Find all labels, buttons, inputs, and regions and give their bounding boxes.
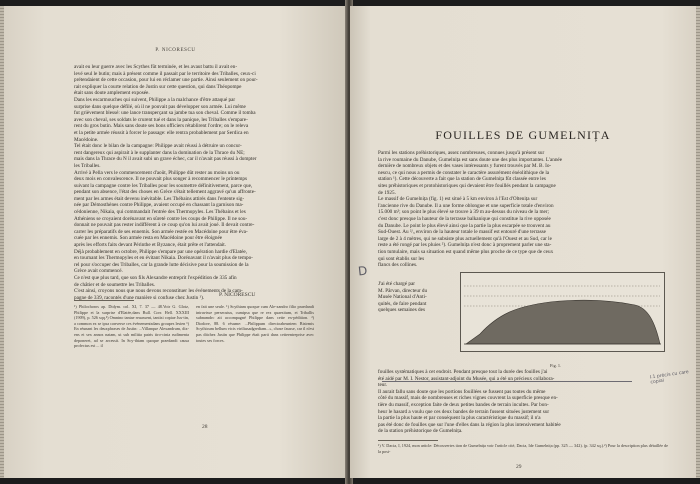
footnote-line: ipsa que re rex quaesitum, et Triballis sub	[196, 309, 314, 321]
handwritten-margin-mark: D	[357, 263, 368, 279]
text-line: Musée National d'Anti-	[378, 294, 427, 301]
footnote-line: thiam quoque praedandi causa profectus est ... il	[74, 337, 190, 349]
text-line: de 1925.	[378, 189, 396, 196]
page-number-right: 29	[516, 464, 522, 470]
figure-caption: Fig. 1.	[550, 363, 562, 368]
page-number-left: 28	[202, 424, 208, 430]
right-body-text	[378, 150, 668, 269]
text-line: dernière de nombreux objets et des vases intéressants y furent trouvés par M. B. Io-	[378, 163, 552, 170]
text-line: l'ancienne rive du Danube. Il a une forme oblongue et une superficie totale d'environ	[378, 202, 554, 209]
footnote-line: phrases de Justin: ...Villanque Alexandrum, dix-	[107, 326, 190, 332]
text-line: 15.000 m²; son point le plus élevé se trouve à 39 m au-dessus du niveau de la mer;	[378, 209, 549, 216]
footnote-line: chez Justin que Philippe était parti dans cette	[207, 331, 289, 337]
text-line: M. Pârvan, directeur du	[378, 287, 428, 294]
text-line: la partie la plus haute et par conséquent la plus caractéristique du massif; il n'a	[378, 415, 541, 422]
text-line: pagne de 339, racontés d'une manière si confuse chez Justin ¹).	[74, 294, 205, 301]
text-line: pendant son absence, l'état des choses en Grèce s'était tellement aggravé qu'un affronte-	[74, 189, 256, 196]
footnote-line: tin, a common ex se ipsa converse ces évènements	[74, 315, 189, 326]
footnote-line: en fait une seule. ¹) Scythiam quoque cum Ale-	[196, 304, 277, 309]
terrain-profile-figure	[460, 272, 665, 352]
text-line: suivant la campagne contre les Triballes pour les soumettre définitivement, parce que,	[74, 182, 253, 189]
text-line: donnait ne pouvait pas rester indifférent à ce coup qu'on lui avait joué. Il devait contre-	[74, 222, 255, 229]
handwritten-margin-note: I.1 précis cu care copiai	[649, 370, 690, 386]
text-line: mais dans la Thrace du N il avait subi un grave échec, car il n'avait pas réussi à dompter	[74, 156, 257, 163]
text-line: du Danube. Le point le plus élevé ainsi que la partie la plus escarpée se trouvent au	[378, 222, 551, 229]
text-line: Déjà probablement en octobre, Philippe s'empare par une opération hardie d'Elatée,	[74, 248, 247, 255]
text-line: cuée par les ennemis. Son armée resta en Macédoine pour être éloignée	[74, 235, 223, 242]
right-body-text-continued	[378, 369, 668, 435]
text-line: sites préhistoriques et protohistoriques qui devaient être fouillés pendant la campagne	[378, 182, 556, 189]
text-line: et la petite armée réussit à forcer le passage: elle rentra probablement par Serdica en	[74, 129, 249, 136]
pencil-underline	[382, 381, 632, 382]
text-line: large de 2 à 4 mètres, qui ne subsiste plus actuellement qu'à l'Ouest et au Sud, car le	[378, 235, 552, 242]
text-line: surprise dans quelque défilé, où il ne pouvait pas développer son armée. Lui même	[74, 103, 246, 110]
footnotes-right-column	[196, 304, 314, 343]
left-page	[4, 6, 347, 478]
text-line: de la station préhistorique de Gumelnița.	[378, 428, 463, 435]
footnote-line: xandro filio praedandi intravisse persecutus, cum	[196, 304, 314, 315]
text-line: prétendaient de cette occasion, pour lui en réclamer une partie. Ainsi seulement on pour-	[74, 77, 258, 84]
text-line: rent du gros butin. Mais sans doute ses bons officiers rétablirent l'ordre; on le releva	[74, 123, 249, 130]
text-line: Grèce avait commencé.	[74, 268, 123, 275]
text-line: J'ai été chargé par	[378, 281, 415, 287]
text-line: de châtier et de soumettre les Triballes.	[74, 281, 156, 288]
footnote-rule-right	[378, 440, 438, 441]
text-line: Le massif de Gumelnița (fig. 1) est situé à 5 km environ à l'Est d'Oltenița sur	[378, 196, 538, 203]
text-line: née par Démosthènes contre Philippe, avaient occupé en chassant la garnison ma-	[74, 202, 244, 209]
footnote-running-head: P. NICORESCU	[219, 292, 256, 298]
footnote-line: cinia rudimenta deponeret, ad se arcessit. In Scy-	[74, 331, 189, 343]
footnote-line: ²) Omnino tantae reuassent, tantisi copiae Jus-	[105, 315, 184, 321]
footnote-line: de Gumelnița (pp. 325 — 342). (p. 342 sq.).	[529, 443, 605, 448]
text-line: quités, de faire pendant	[378, 300, 427, 307]
footnote-line: entreprise avec toutes ses forces.	[196, 331, 314, 343]
text-line: carrer les préparatifs de ses ennemis. Son armée restée en Macédoine pour être éva-	[74, 228, 248, 235]
text-line: heur le hasard a voulu que ces deux bandes de terrain fussent situées justement sur	[378, 408, 550, 415]
text-line: reste a été rongé par les pluies ²). Gumelnița n'est donc à proprement parler une sta-	[378, 242, 552, 249]
text-line: Macédoine.	[74, 136, 99, 143]
text-line: Tel était donc le bilan de la campagne: Philippe avait réussi à détruire un concur-	[74, 143, 242, 150]
footnotes-right-page	[378, 443, 668, 454]
text-line: pas été donc de fouilles que sur l'une d'elles dans la région la plus intensivement habitée	[378, 421, 561, 428]
text-line: tion tumulaire, mais sa situation est quand même plus proche de ce type que de ceux	[378, 248, 554, 255]
text-line: Arrivé à Pella vers le commencement d'août, Philippe dût rester au moins un ou	[74, 169, 240, 176]
footnote-line: ¹) Philochoros ap. Didym. col. XI, 7. 37 — 48.	[74, 304, 163, 309]
text-line: C'est ainsi, croyons nous que nous devons reconstituer les événements de la cam-	[74, 288, 243, 295]
text-line: était sans doute amplement exposée.	[74, 90, 150, 97]
footnote-line: abeuntem Bisirmis Scythicum bellum vicis virilius	[196, 320, 314, 332]
footnote-line: ens et sex annos natam, ut sub militia patris tiro-	[74, 331, 163, 337]
text-line: c'est donc presque la hauteur de la terrasse balkanique qui constitue la rive opposée	[378, 215, 551, 222]
text-line: côté du massif, mais de nombreuses et riches vignes couvrent la superficie presque en-	[378, 395, 558, 402]
right-page	[350, 6, 696, 478]
text-line: les Triballes.	[74, 162, 101, 169]
footnote-rule	[74, 300, 134, 301]
text-line: rait expliquer la courte relation de Justin sur cette question, qui dans Théopompe	[74, 83, 242, 90]
footnote-line: dans Bull. Corr. Hell. XXXIII (1909), p. 526 sqq.	[74, 309, 189, 321]
text-line: avec son cheval, ses soldats le crurent tué et dans la panique, les Triballes s'empare-	[74, 116, 248, 123]
footnote-line: adgrediam...», chose fausse, car il n'est pas dit	[196, 326, 314, 337]
text-line: avait eu leur guerre avec les Scythes fût terminée, et les avaut battu il avait en-	[74, 64, 238, 70]
text-line: Athéniens se croyaient dorénavant en sûreté contre les coups de Philippe. Il ne sou-	[74, 215, 248, 222]
text-line: fouilles systématiques à cet endroit. Pendant presque tout la durée des fouilles j'ai	[378, 369, 548, 375]
text-line: fut grièvement blessé: une lance transperçant sa jambe tua son cheval. Comme il tomba	[74, 110, 256, 117]
text-line: été aidé par M. I. Nestor, assistant-adjoint du Musée, qui a été un précieux collabora-	[378, 375, 555, 382]
right-page-edge	[696, 6, 700, 478]
left-body-text	[74, 64, 314, 301]
text-line: tière du massif, exception faite de deux petites bandes de terrain incultes. Par bon-	[378, 401, 549, 408]
text-line: teur.	[378, 382, 388, 389]
footnotes-left-column	[74, 304, 189, 349]
footnote-line: ²) Pour la description plus détaillée de la posi-	[378, 443, 668, 454]
text-line: ment par les armes était devenu inévitable. Les Thébains attirés dans l'entente sig-	[74, 195, 245, 202]
text-line: rent dangereux qui aspirait à le supplanter dans la domination de la Thrace du NE;	[74, 149, 245, 156]
footnote-line: namdrc ait accompagné Philippe dans cette ex-	[201, 315, 294, 321]
footnote-line: pédition. ²) Diodore, 88. 6 résume: ...Philippum directo	[196, 315, 314, 326]
text-line: deux mois en convalescence. Il ne pouvait plus songer à recommencer le printemps	[74, 176, 248, 183]
text-line: flancs des collines.	[378, 262, 418, 269]
text-line: Ce n'est que plus tard, que son fils Alexandre entreprit l'expédition de 335 afin	[74, 275, 237, 281]
text-line: quelques semaines des	[378, 307, 425, 314]
text-line: Parmi les stations préhistoriques, assez nombreuses, connues jusqu'à présent sur	[378, 150, 545, 156]
text-line: la rive roumaine du Danube, Gumelnița est sans doute une des plus importantes. L'année	[378, 156, 563, 163]
text-line: après les efforts faits devant Périnthe et Byzance, était prête et l'attendait.	[74, 242, 226, 249]
text-line: Dans les escarmouches qui suivent, Philippe a la malchance d'être attaqué par	[74, 96, 236, 103]
article-title: FOUILLES DE GUMELNIȚA	[435, 128, 611, 142]
footnote-line: Voir G. Glotz, Philippe et la surprise d'Elatée,	[74, 304, 190, 315]
running-head: P. NICORESCU	[155, 48, 196, 53]
text-line: cédonienne, Nikaia, qui commandait l'entrée des Thermopyles. Les Thébains et les	[74, 209, 246, 216]
text-line: en tournant les Thermopyles et en évitant Nikaia. Dorénavant il n'avait plus de tempo-	[74, 255, 253, 262]
text-line: Sud-Ouest. Au ²/₃ environ de la hauteur totale le massif est entouré d'une terrasse	[378, 229, 546, 236]
footnote-line: ¹) V. Dacia, I, 1924, mon article: Découvertes tion de Gumelnița voir l'article cité, Dacia, I	[378, 443, 530, 448]
text-line: levé seul le butin; mais à présent comme il passait par le territoire des Triballes, ceux-ci	[74, 70, 256, 77]
text-line: nescu, ce qui nous a permis de constater le caractère assurément énéolithique de la	[378, 169, 550, 176]
side-column-text	[378, 281, 450, 314]
footnote-line: dans groupes lesien ¹) En réunant les deux	[74, 320, 189, 332]
text-line: Il aurait fallu sans doute que les portions fouillées se fussent pas toutes du même	[378, 388, 546, 395]
text-line: rel pour s'occuper des Triballes, car la grande lutte décisive pour la soumission de la	[74, 261, 249, 268]
text-line: station ¹). Cette découverte a fait que la station de Gumelnița fût classée entre les	[378, 176, 546, 183]
text-line: qui sont établis sur les	[378, 255, 425, 262]
